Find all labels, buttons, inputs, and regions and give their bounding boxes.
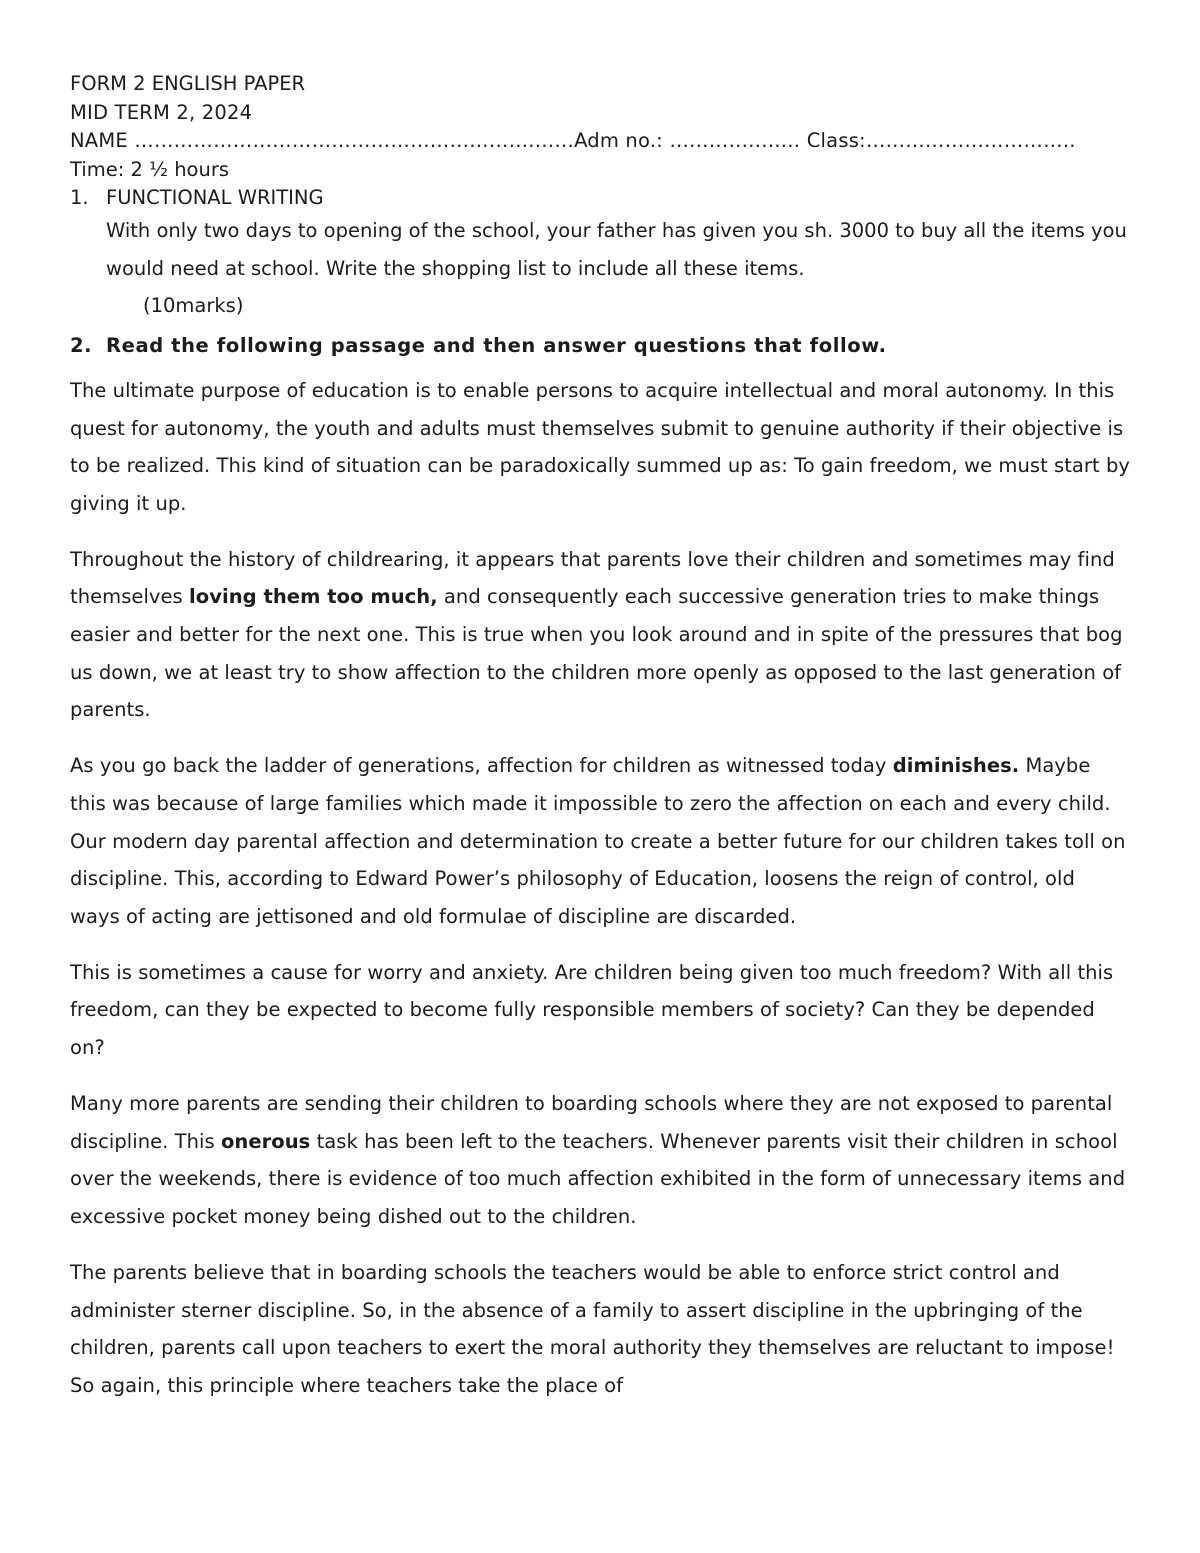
term-line: MID TERM 2, 2024 (70, 100, 253, 124)
passage-paragraph: This is sometimes a cause for worry and anxiety. Are children being given too much freedom? With all this freedom, can they be expected to become fully responsible members of society? Can they be depended on? (70, 960, 1114, 1059)
question-title: Read the following passage and then answer questions that follow. (106, 334, 887, 357)
passage-paragraph (70, 541, 1130, 729)
question-2-heading (70, 332, 1130, 360)
passage-paragraph (70, 1085, 1130, 1235)
question-1-instructions: With only two days to opening of the school, your father has given you sh. 3000 to buy all the items you would need at school. Write the shopping list to include all these items. (106, 219, 1127, 280)
name-adm-class-line: NAME …………………………………………………….……Adm no.: ……………..… Class:………………………….. (70, 129, 1076, 152)
question-1-marks: (10marks) (143, 294, 244, 317)
passage-paragraph (70, 747, 1130, 935)
question-number: 2. (70, 334, 93, 357)
paragraph-text: Many more parents are sending their children to boarding schools where they are not exposed to parental discipline. This (70, 1092, 1113, 1153)
time-line: Time: 2 ½ hours (70, 157, 230, 181)
paragraph-text: Throughout the history of childrearing, it appears that parents love their children and sometimes may find themselves (70, 547, 1115, 609)
passage-paragraph: The ultimate purpose of education is to enable persons to acquire intellectual and moral autonomy. In this quest for autonomy, the youth and adults must themselves submit to genuine authority if their objective is to be realized. This kind of situation can be paradoxically summed up as: To gain freedom, we must start by giving it up. (70, 379, 1130, 515)
paragraph-text: As you go back the ladder of generations, affection for children as witnessed today (70, 754, 893, 778)
paragraph-text: Maybe this was because of large families which made it impossible to zero the affection on each and every child. Our modern day parental affection and determination to create a better future for our children takes toll on discipline. This, according to Edward Power’s philosophy of Education, loosens the reign of control, old ways of acting are jettisoned and old formulae of discipline are discarded. (70, 754, 1126, 928)
question-1-heading (70, 184, 1130, 212)
bold-word: diminishes. (892, 754, 1020, 778)
passage-paragraph: The parents believe that in boarding schools the teachers would be able to enforce strict control and administer sterner discipline. So, in the absence of a family to assert discipline in the upbringing of the children, parents call upon teachers to exert the moral authority they themselves are reluctant to impose! So again, this principle where teachers take the place of (70, 1260, 1115, 1397)
bold-phrase: loving them too much, (189, 585, 438, 609)
bold-word: onerous (220, 1129, 311, 1153)
paragraph-text: task has been left to the teachers. Whenever parents visit their children in school over the weekends, there is evidence of too much affection exhibited in the form of unnecessary items and excessive pocket money being dished out to the children. (70, 1129, 1126, 1228)
paragraph-text: and consequently each successive generation tries to make things easier and better for the next one. This is true when you look around and in spite of the pressures that bog us down, we at least try to show affection to the children more openly as opposed to the last generation of parents. (70, 585, 1123, 722)
question-number: 1. (70, 186, 89, 209)
question-title: FUNCTIONAL WRITING (106, 186, 324, 209)
paper-title: FORM 2 ENGLISH PAPER (70, 72, 306, 95)
